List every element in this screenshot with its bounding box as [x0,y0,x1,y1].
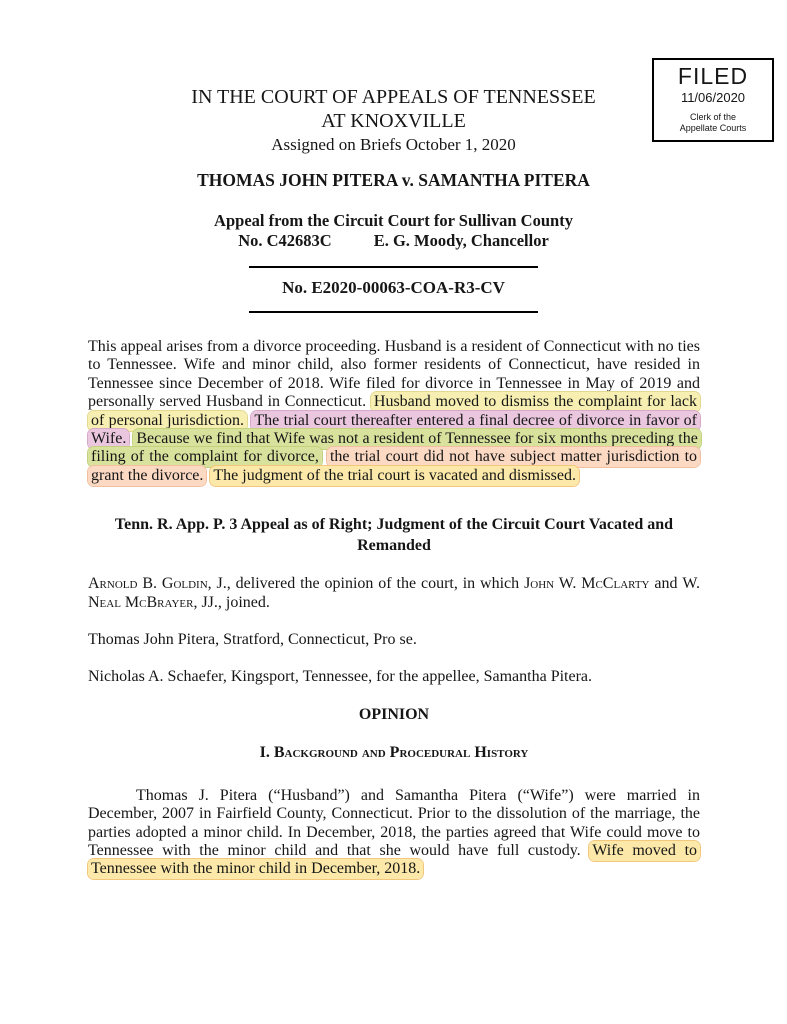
background-paragraph [88,787,700,879]
highlight-green-residency-finding: Because we find that Wife was not a resident of Tennessee for six months preceding the filing of the complaint for divorce, [88,429,701,467]
filed-stamp-clerk-line1: Clerk of the [689,112,737,122]
judges-text: , JJ., joined. [193,593,270,611]
joining-judge-name: W. Neal McBrayer [88,575,701,611]
highlight-salmon-subject-matter-jurisdiction: the trial court did not have subject matter jurisdiction to grant the divorce. [88,447,700,485]
filed-stamp [652,58,774,142]
judges-text: , J., delivered the opinion of the court, in which [207,575,525,593]
counsel-appellant-line: Thomas John Pitera, Stratford, Connecticut, Pro se. [88,631,417,649]
assigned-on-briefs-line: Assigned on Briefs October 1, 2020 [271,135,516,154]
authoring-judge-name: Arnold B. Goldin [88,575,208,593]
appellate-docket-number: No. E2020-00063-COA-R3-CV [282,278,505,297]
joining-judge-name: John W. McClarty [524,575,650,593]
section-heading-background: I. Background and Procedural History [259,744,529,762]
holding-heading: Tenn. R. App. P. 3 Appeal as of Right; Judgment of the Circuit Court Vacated and Remanded [114,516,674,555]
case-title: THOMAS JOHN PITERA v. SAMANTHA PITERA [197,170,590,190]
filed-stamp-clerk [654,112,772,134]
filed-stamp-clerk-line2: Appellate Courts [679,123,747,133]
syllabus-text: This appeal arises from a divorce proceeding. Husband is a resident of Connecticut with no ties to Tennessee. Wife and minor child, also former residents of Connecticut, have resided in Tennessee since December of 2018. Wife filed for divorce in Tennessee in May of 2019 and personally served Husband in Connecticut. [88,338,700,411]
chancellor-name: E. G. Moody, Chancellor [373,230,549,250]
document-header [0,0,787,313]
document-body [0,338,787,879]
judges-text: and [649,575,683,593]
court-title-line1: IN THE COURT OF APPEALS OF TENNESSEE [191,86,596,108]
separator-rule-bottom [249,311,538,313]
appeal-from-line: Appeal from the Circuit Court for Sullivan County [214,211,573,230]
background-text: Thomas J. Pitera (“Husband”) and Samantha Pitera (“Wife”) were married in December, 2007 in Fairfield County, Connecticut. Prior to the dissolution of the marriage, the parties adopted a minor child. In December, 2018, the parties agreed that Wife could move to Tennessee with the minor child and that she would have full custody. [88,786,700,859]
trial-court-line [0,231,787,251]
highlight-pink-final-decree: The trial court thereafter entered a final decree of divorce in favor of Wife. [88,411,700,449]
highlight-amber-wife-moved: Wife moved to Tennessee with the minor child in December, 2018. [88,841,700,879]
court-title-line2: AT KNOXVILLE [321,109,466,132]
judges-paragraph [88,575,700,612]
separator-rule-top [249,266,538,268]
highlight-yellow-personal-jurisdiction: Husband moved to dismiss the complaint for lack of personal jurisdiction. [88,392,700,430]
syllabus-paragraph [88,338,700,485]
trial-docket-number: No. C42683C [238,230,332,250]
filed-stamp-date: 11/06/2020 [680,90,746,105]
highlight-amber-judgment-vacated: The judgment of the trial court is vacated and dismissed. [210,466,579,486]
filed-stamp-title: FILED [677,63,749,89]
appeal-from-block [0,211,787,250]
counsel-appellee-line: Nicholas A. Schaefer, Kingsport, Tennessee, for the appellee, Samantha Pitera. [88,668,593,686]
opinion-heading: OPINION [358,705,430,723]
